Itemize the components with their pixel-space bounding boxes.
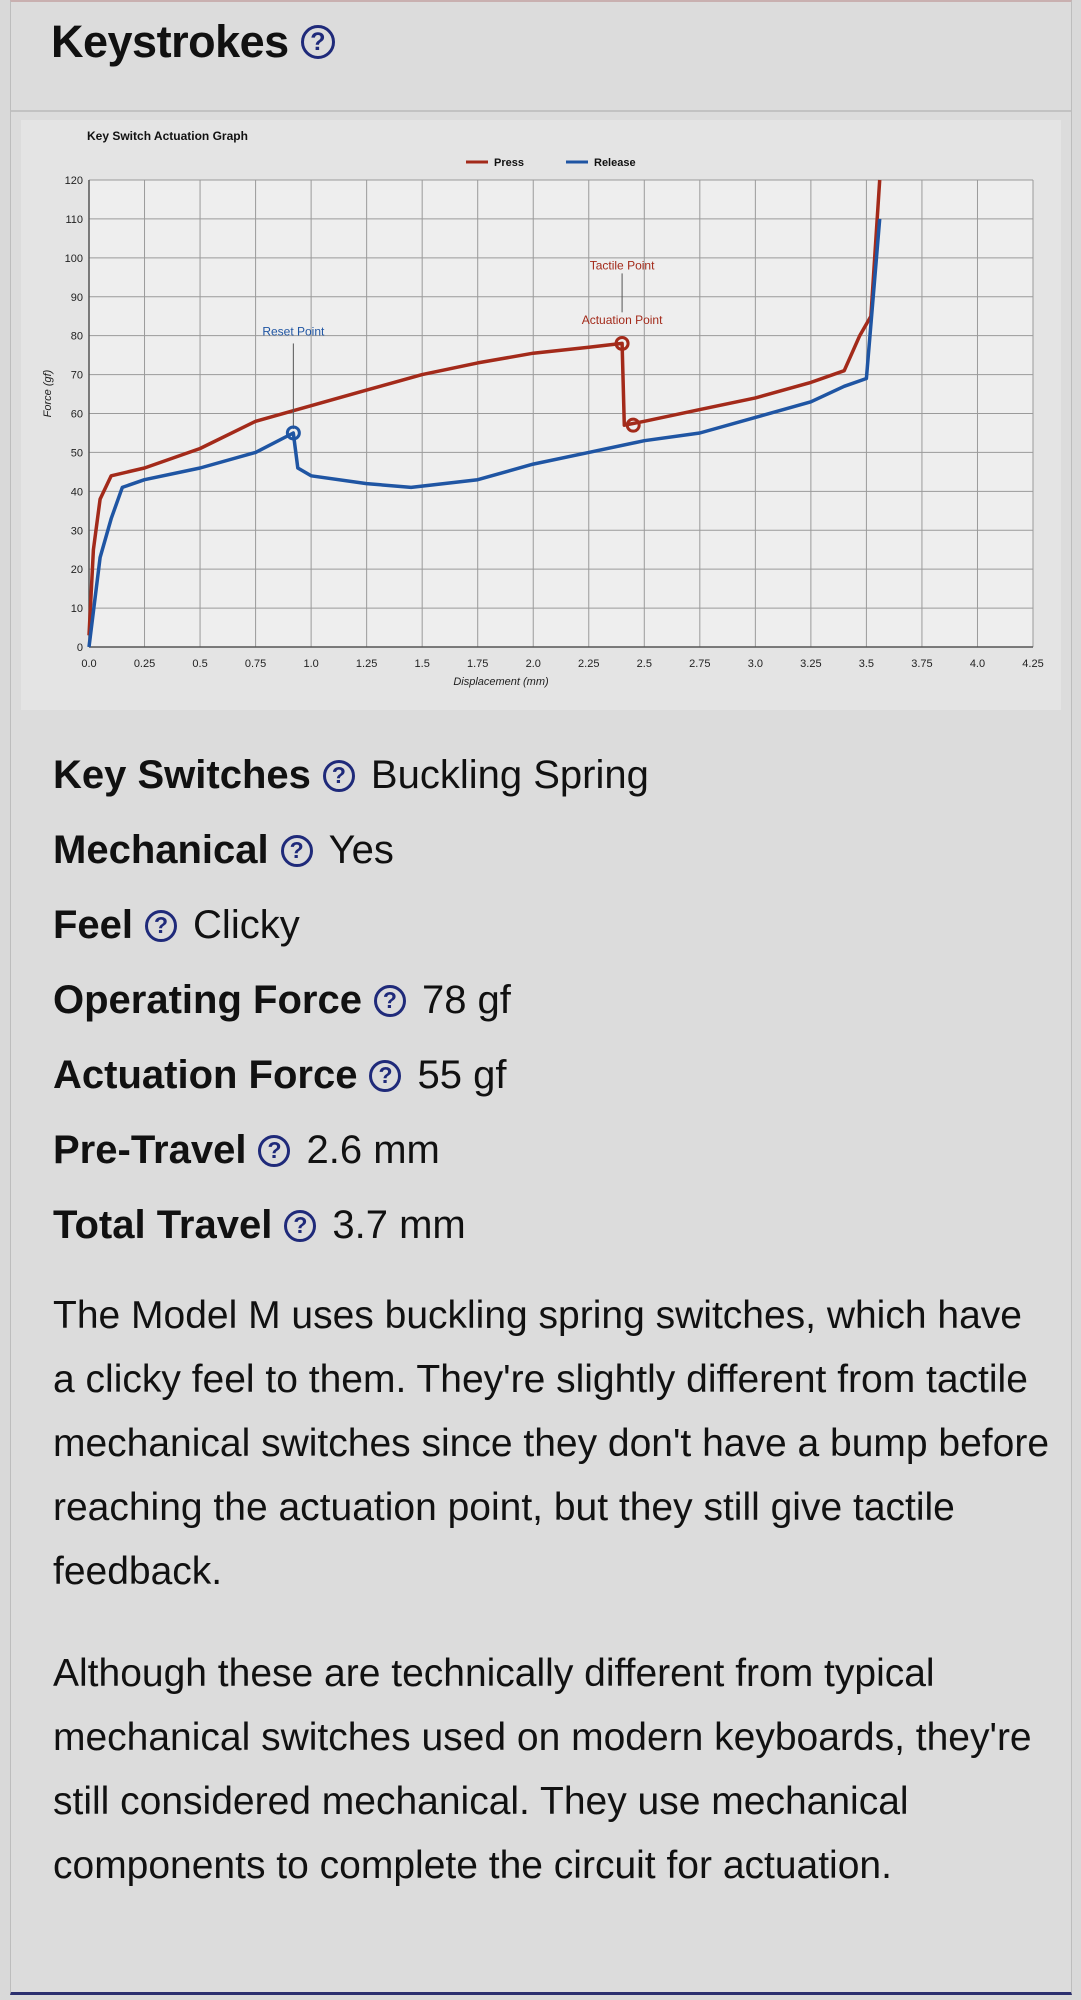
property-label: Mechanical	[53, 828, 269, 872]
property-value: Buckling Spring	[370, 753, 649, 797]
y-tick-label: 10	[70, 603, 83, 616]
property-label: Key Switches	[53, 753, 311, 797]
y-tick-label: 70	[70, 369, 83, 382]
property-row	[53, 738, 649, 813]
property-value: 78 gf	[421, 978, 511, 1022]
section-header	[11, 2, 1071, 112]
annotation-label: Actuation Point	[581, 312, 663, 327]
property-label: Total Travel	[53, 1203, 273, 1247]
keystrokes-panel	[10, 0, 1072, 1995]
x-tick-label: 4.25	[1022, 658, 1044, 670]
x-axis-label: Displacement (mm)	[453, 676, 549, 688]
property-row	[53, 1038, 649, 1113]
properties-list	[53, 738, 649, 1263]
x-tick-label: 1.5	[414, 658, 430, 670]
section-title-text: Keystrokes	[51, 16, 289, 67]
x-tick-label: 1.0	[303, 658, 319, 670]
y-tick-label: 40	[70, 486, 83, 499]
y-tick-label: 120	[64, 175, 83, 187]
x-tick-label: 3.75	[911, 658, 933, 670]
property-row	[53, 813, 649, 888]
help-icon[interactable]: ?	[281, 835, 313, 867]
x-tick-label: 0.25	[133, 658, 156, 670]
property-row	[53, 1188, 649, 1263]
legend-label-release: Release	[594, 157, 636, 169]
annotation-label: Reset Point	[262, 324, 325, 339]
section-title	[51, 16, 335, 68]
help-icon[interactable]: ?	[145, 910, 177, 942]
property-value: 3.7 mm	[332, 1203, 466, 1247]
property-label: Operating Force	[53, 978, 362, 1022]
x-tick-label: 2.5	[636, 658, 652, 670]
x-tick-label: 3.25	[800, 658, 822, 670]
x-tick-label: 1.75	[466, 658, 489, 670]
property-row	[53, 1113, 649, 1188]
property-value: Clicky	[193, 903, 300, 947]
description	[53, 1284, 1053, 1936]
x-tick-label: 0.0	[81, 658, 97, 670]
property-label: Actuation Force	[53, 1053, 358, 1097]
actuation-graph	[21, 120, 1061, 710]
y-tick-label: 30	[70, 525, 83, 538]
x-tick-label: 0.5	[192, 658, 208, 670]
x-tick-label: 4.0	[969, 658, 986, 670]
x-tick-label: 3.5	[858, 658, 875, 670]
legend-label-press: Press	[494, 157, 524, 169]
help-icon[interactable]: ?	[369, 1060, 401, 1092]
y-tick-label: 0	[76, 642, 83, 654]
property-row	[53, 963, 649, 1038]
property-label: Pre-Travel	[53, 1128, 247, 1172]
help-icon[interactable]: ?	[301, 25, 335, 59]
y-axis-label: Force (gf)	[42, 369, 54, 418]
help-icon[interactable]: ?	[284, 1210, 316, 1242]
x-tick-label: 0.75	[244, 658, 267, 670]
y-tick-label: 100	[64, 252, 83, 265]
description-paragraph: The Model M uses buckling spring switches, which have a clicky feel to them. They're slightly different from tactile mechanical switches since they don't have a bump before reaching the actuation point, but they still give tactile feedback.	[53, 1294, 1050, 1593]
property-value: 2.6 mm	[306, 1128, 440, 1172]
y-tick-label: 80	[70, 330, 83, 343]
x-tick-label: 2.75	[689, 658, 711, 670]
x-tick-label: 1.25	[355, 658, 378, 670]
description-paragraph: Although these are technically different from typical mechanical switches used on modern keyboards, they're still considered mechanical. They use mechanical components to complete the circuit for actuation.	[53, 1652, 1032, 1887]
help-icon[interactable]: ?	[323, 760, 355, 792]
x-tick-label: 2.25	[578, 658, 600, 670]
actuation-chart	[21, 120, 1061, 710]
property-value: Yes	[328, 828, 394, 872]
x-tick-label: 3.0	[747, 658, 764, 670]
y-tick-label: 60	[70, 408, 83, 421]
y-tick-label: 90	[70, 291, 83, 304]
chart-title: Key Switch Actuation Graph	[87, 129, 248, 143]
annotation-label: Tactile Point	[589, 258, 655, 273]
property-value: 55 gf	[417, 1053, 507, 1097]
help-icon[interactable]: ?	[374, 985, 406, 1017]
y-tick-label: 20	[70, 564, 83, 577]
property-label: Feel	[53, 903, 134, 947]
x-tick-label: 2.0	[525, 658, 541, 670]
property-row	[53, 888, 649, 963]
help-icon[interactable]: ?	[258, 1135, 290, 1167]
y-tick-label: 50	[70, 447, 83, 460]
y-tick-label: 110	[65, 213, 83, 226]
